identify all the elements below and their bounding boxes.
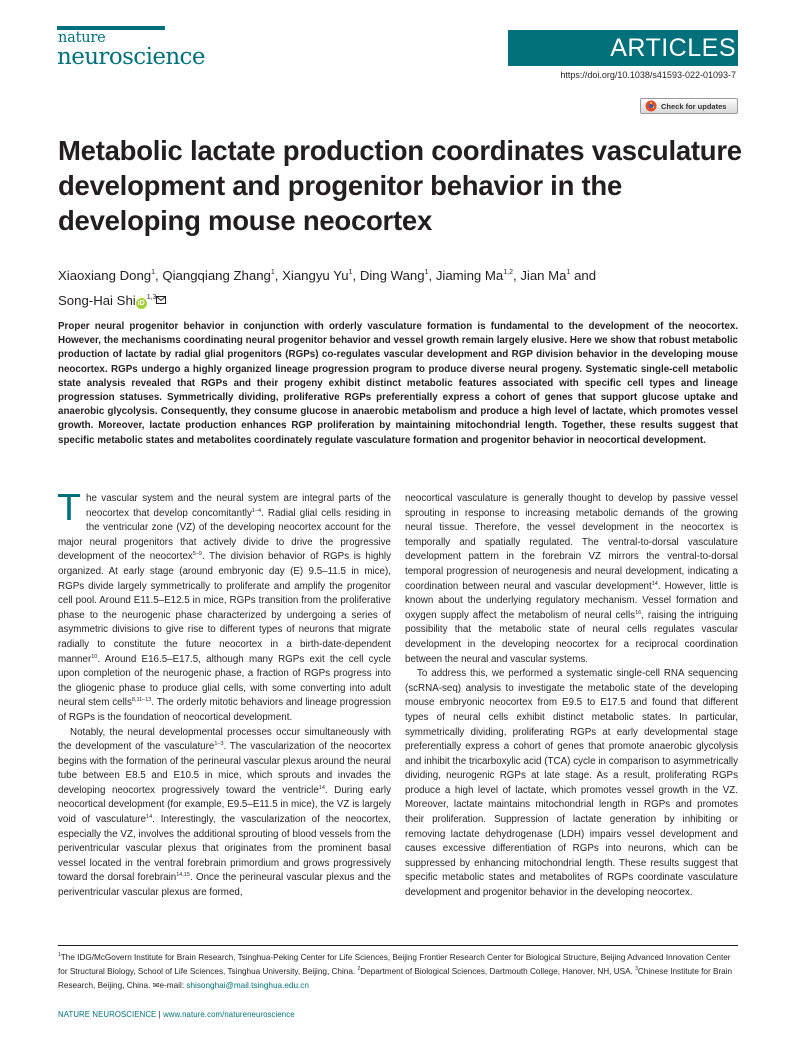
author-name[interactable]: Xiangyu Yu xyxy=(282,268,349,283)
journal-logo-line2: neuroscience xyxy=(57,44,205,70)
body-text: . The vascularization of the neocortex begins with the formation of the perineural vascular plexus around the neural tube between E8.5 and E10.5 in mice, which sprouts and invades the developing neocortex progressively toward the ventricle xyxy=(58,741,391,796)
doi-link[interactable]: https://doi.org/10.1038/s41593-022-01093-7 xyxy=(560,70,736,80)
citation-ref[interactable]: 8,11–13 xyxy=(131,697,152,704)
footnote-divider xyxy=(58,945,738,946)
citation-ref[interactable]: 5–9 xyxy=(192,551,202,558)
body-text: Chinese Institute for Brain Research, Beijing, China. xyxy=(58,967,733,990)
author-affiliation: 1 xyxy=(348,269,353,276)
author-name[interactable]: Jian Ma xyxy=(520,268,567,283)
body-text: To address this, we performed a systematic single-cell RNA sequencing (scRNA-seq) analysis to investigate the metabolic state of the developing mouse embryonic neocortex from E9.5 to E17.5 and found that different types of neural cells exhibit distinct metabolic states. In particular, symmetrically dividing, proliferating RGPs at early developmental stage preferentially express a cohort of genes that promote anaerobic glycolysis and inhibit the tricarboxylic acid (TCA) cycle in comparison to asymmetrically dividing, neurogenic RGPs at late stage. As a result, proliferating RGPs produce a high level of lactate, which promotes vessel growth in the VZ. Moreover, lactate maintains mitochondrial length in RGPs and promotes their proliferation. Suppression of lactate generation by inhibiting or removing lactate dehydrogenase (LDH) impairs vessel development and causes excessive differentiation of RGPs into neurons, which can be suppressed by enhancing mitochondrial length. These results suggest that specific metabolic states and metabolites of RGPs coordinate vasculature development and progenitor behavior in the developing neocortex. xyxy=(405,668,738,899)
citation-ref[interactable]: 10 xyxy=(91,653,98,660)
body-text: . Interestingly, the vascularization of the neocortex, especially the VZ, involves the additional sprouting of blood vessels from the periventricular vascular plexus that originates from the prominent basal vessel located in the ventral forebrain primordium and grows progressively toward the dorsal forebrain xyxy=(58,814,391,884)
citation-ref[interactable]: 2 xyxy=(357,966,361,972)
body-text: . The orderly mitotic behaviors and lineage progression of RGPs is the foundation of neocortical development. xyxy=(58,697,391,723)
footer-journal: NATURE NEUROSCIENCE xyxy=(58,1010,157,1019)
citation-ref[interactable]: 1–4 xyxy=(251,507,262,514)
email-link[interactable]: shisonghai@mail.tsinghua.edu.cn xyxy=(186,981,309,990)
author-affiliation: 1,3 xyxy=(146,294,157,301)
author-affiliation: 1 xyxy=(566,269,571,276)
footer-url[interactable]: www.nature.com/natureneuroscience xyxy=(163,1010,295,1019)
article-title: Metabolic lactate production coordinates vasculature development and progenitor behavior in the developing mouse neocortex xyxy=(58,135,742,236)
author-affiliation: 1 xyxy=(424,269,429,276)
body-text: . Around E16.5–E17.5, although many RGPs exit the cell cycle upon completion of the neurogenic phase, a fraction of RGPs progress into the gliogenic phase to produce glial cells, with some converting into adult neural stem cells xyxy=(58,653,391,709)
body-text: , raising the intriguing possibility that the metabolic state of neural cells regulates vascular development in the developing neocortex for a reciprocal coordination between the neural and vascular systems. xyxy=(405,609,738,665)
body-paragraph xyxy=(405,667,738,901)
author-separator: , xyxy=(512,268,521,283)
journal-logo-line1: nature xyxy=(58,30,106,46)
author-affiliation: 1 xyxy=(270,269,275,276)
body-text: . During early neocortical development (for example, E9.5–E11.5 in mice), the VZ is largely void of vasculature xyxy=(58,784,391,826)
body-text: . Radial glial cells residing in the ventricular zone (VZ) of the developing neocortex account for the major neural progenitors that actively divide to drive the progressive development of the neocortex xyxy=(58,507,391,563)
citation-ref[interactable]: 14,15 xyxy=(176,872,190,879)
citation-ref[interactable]: 14 xyxy=(146,814,153,821)
body-paragraph xyxy=(58,488,392,726)
author-list xyxy=(58,262,748,312)
page-footer xyxy=(58,1010,295,1019)
body-text: ✉e-mail: xyxy=(152,981,187,990)
check-for-updates-button[interactable] xyxy=(640,98,738,114)
affiliation-footnotes xyxy=(58,951,738,993)
citation-ref[interactable]: 1–3 xyxy=(214,741,224,748)
email-icon[interactable] xyxy=(156,289,166,311)
author-affiliation: 1,2 xyxy=(503,269,513,276)
citation-ref[interactable]: 3 xyxy=(635,966,638,972)
body-text: The IDG/McGovern Institute for Brain Research, Tsinghua-Peking Center for Life Sciences, Beijing Frontier Research Center for Biological Structure, Beijing Advanced Innovation Center for Structural Biology, School of Life Sciences, Tsinghua University, Beijing, China. xyxy=(58,953,731,976)
body-column-right xyxy=(405,492,738,901)
citation-ref[interactable]: 16 xyxy=(635,609,642,616)
body-paragraph xyxy=(58,726,391,901)
citation-ref[interactable]: 1 xyxy=(58,952,61,958)
abstract: Proper neural progenitor behavior in conjunction with orderly vasculature formation is fundamental to the development of the neocortex. However, the mechanisms coordinating neural progenitor behavior and vessel growth remain largely elusive. Here we show that robust metabolic production of lactate by radial glial progenitors (RGPs) co-regulates vascular development and RGP division behavior in the developing mouse neocortex. RGPs undergo a highly organized lineage progression program to produce diverse neural progeny. Systematic single-cell metabolic state analysis revealed that RGPs and their progeny exhibit distinct metabolic features associated with specific cell types and lineage progression statuses. Symmetrically dividing, proliferative RGPs preferentially express a cohort of genes that support glucose uptake and anaerobic glycolysis. Consequently, they consume glucose in anaerobic metabolism and produce a high level of lactate, which promotes vessel growth. Moreover, lactate production enhances RGP proliferation by maintaining mitochondrial length. Together, these results suggest that specific metabolic states and metabolites coordinately regulate vasculature formation and progenitor behavior in neocortical development. xyxy=(58,321,738,446)
body-text: neocortical vasculature is generally thought to develop by passive vessel sprouting in response to increasing metabolic demands of the growing neural tissue. Therefore, the vessel development in the neocortex is temporally and spatially regulated. The ventral-to-dorsal vasculature development pattern in the forebrain VZ mirrors the ventral-to-dorsal temporal progression of neurogenesis and neural development, indicating a coordination between neural and vascular development xyxy=(405,493,738,592)
author-affiliation: 1 xyxy=(151,269,156,276)
body-column-left xyxy=(58,488,392,901)
author-name[interactable]: Ding Wang xyxy=(359,268,425,283)
body-text: . Once the perineural vascular plexus and the periventricular vascular plexus are formed, xyxy=(58,872,391,899)
author-separator: , xyxy=(155,268,163,283)
section-label: ARTICLES xyxy=(610,34,736,62)
author-separator: , xyxy=(428,268,436,283)
check-updates-icon xyxy=(645,100,657,112)
author-name[interactable]: Qiangqiang Zhang xyxy=(162,268,271,283)
author-name[interactable]: Jiaming Ma xyxy=(435,268,504,283)
body-text: Department of Biological Sciences, Dartmouth College, Hanover, NH, USA. xyxy=(360,967,636,976)
author-name[interactable]: Song-Hai Shi xyxy=(58,293,136,308)
citation-ref[interactable]: 14 xyxy=(651,580,658,587)
body-text: he vascular system and the neural system are integral parts of the neocortex that develop concomitantly xyxy=(86,493,391,519)
footer-separator: | xyxy=(158,1010,161,1019)
body-paragraph xyxy=(405,492,738,667)
citation-ref[interactable]: 14 xyxy=(318,784,325,791)
body-text: Notably, the neural developmental processes occur simultaneously with the development of the vasculature xyxy=(58,726,391,753)
body-text: . The division behavior of RGPs is highly organized. At early stage (around embryonic day (E) 9.5–11.5 in mice), RGPs divide largely symmetrically to proliferate and amplify the progenitor cell pool. Around E11.5–E12.5 in mice, RGPs transition from the proliferative phase to the neurogenic phase characterized by undergoing a series of asymmetric divisions to give rise to different types of neurons that migrate radially to constitute the future neocortex in a birth-date-dependent manner xyxy=(58,551,392,665)
author-separator: , xyxy=(352,268,360,283)
check-updates-label: Check for updates xyxy=(661,101,727,111)
drop-cap: T xyxy=(58,488,80,529)
body-text: . However, little is known about the underlying regulatory mechanism. Vessel formation and oxygen supply affect the metabolism of neural cells xyxy=(405,580,738,621)
author-separator: and xyxy=(570,268,597,283)
author-name[interactable]: Xiaoxiang Dong xyxy=(58,268,152,283)
author-separator: , xyxy=(274,268,283,283)
orcid-icon[interactable]: iD xyxy=(137,300,145,307)
